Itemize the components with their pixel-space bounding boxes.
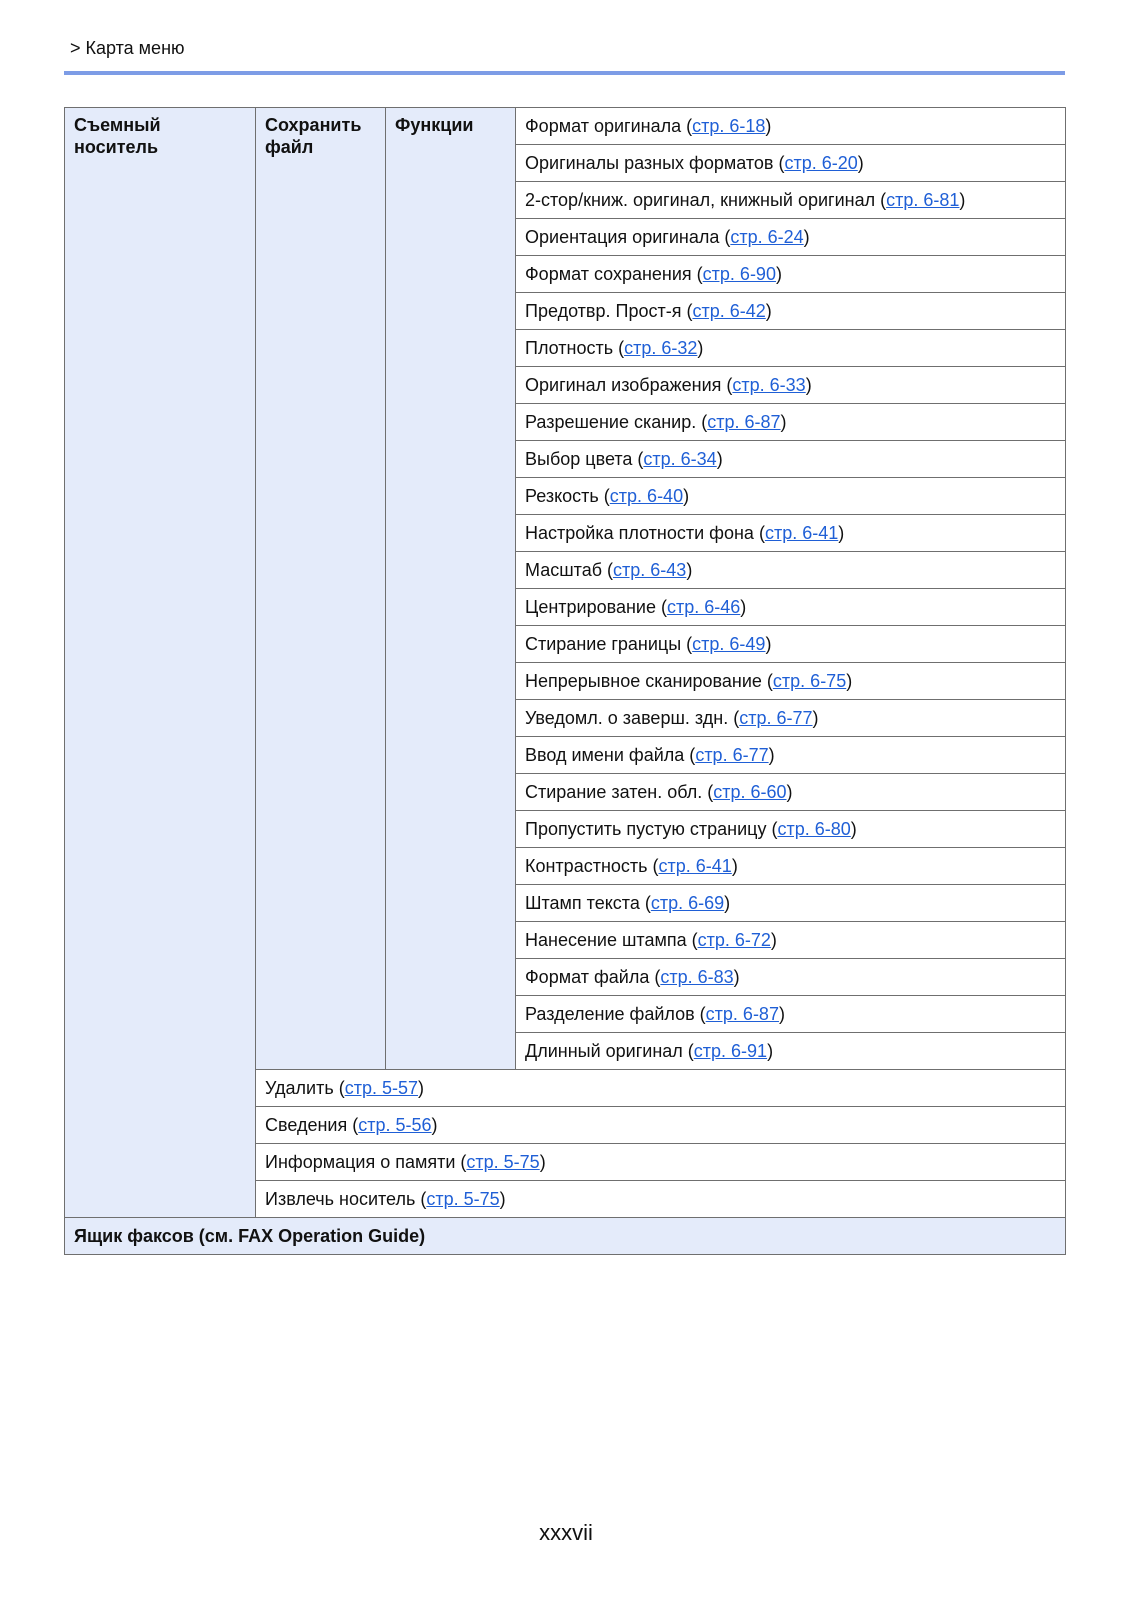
item-label: Масштаб ( bbox=[525, 560, 614, 580]
item-closing-paren: ) bbox=[686, 560, 693, 580]
item-closing-paren: ) bbox=[765, 634, 772, 654]
item-closing-paren: ) bbox=[775, 264, 782, 284]
function-item bbox=[516, 959, 1066, 996]
page-reference-link[interactable]: стр. 6-49 bbox=[692, 634, 766, 654]
function-item bbox=[516, 515, 1066, 552]
item-closing-paren: ) bbox=[846, 671, 853, 691]
function-item bbox=[516, 441, 1066, 478]
page-reference-link[interactable]: стр. 6-90 bbox=[702, 264, 776, 284]
media-item bbox=[256, 1144, 1066, 1181]
item-label: Формат оригинала ( bbox=[525, 116, 693, 136]
item-label: Пропустить пустую страницу ( bbox=[525, 819, 778, 839]
media-item bbox=[256, 1181, 1066, 1218]
page-reference-link[interactable]: стр. 6-69 bbox=[650, 893, 725, 913]
page-reference-link[interactable]: стр. 6-41 bbox=[658, 856, 732, 876]
page-reference-link[interactable]: стр. 6-87 bbox=[705, 1004, 779, 1024]
page-reference-link[interactable]: стр. 6-75 bbox=[772, 671, 847, 691]
page-reference-link[interactable]: стр. 5-56 bbox=[358, 1115, 432, 1135]
item-label: Контрастность ( bbox=[525, 856, 659, 876]
function-item bbox=[516, 330, 1066, 367]
function-item bbox=[516, 626, 1066, 663]
fax-box-row: Ящик факсов (см. FAX Operation Guide) bbox=[65, 1218, 1066, 1255]
item-closing-paren: ) bbox=[683, 486, 690, 506]
page-reference-link[interactable]: стр. 6-40 bbox=[609, 486, 684, 506]
page-reference-link[interactable]: стр. 5-75 bbox=[466, 1152, 540, 1172]
function-item bbox=[516, 293, 1066, 330]
item-closing-paren: ) bbox=[838, 523, 845, 543]
media-item bbox=[256, 1107, 1066, 1144]
item-closing-paren: ) bbox=[731, 856, 738, 876]
page-reference-link[interactable]: стр. 6-24 bbox=[730, 227, 804, 247]
save-file-header: Сохранить файл bbox=[256, 108, 386, 1070]
function-item bbox=[516, 663, 1066, 700]
item-closing-paren: ) bbox=[812, 708, 819, 728]
function-item bbox=[516, 811, 1066, 848]
breadcrumb: > Карта меню bbox=[70, 38, 185, 58]
page-number: xxxvii bbox=[539, 1520, 593, 1545]
function-item bbox=[516, 1033, 1066, 1070]
item-label: Формат сохранения ( bbox=[525, 264, 703, 284]
item-closing-paren: ) bbox=[768, 745, 775, 765]
page-reference-link[interactable]: стр. 6-34 bbox=[643, 449, 717, 469]
table-row bbox=[65, 1218, 1066, 1255]
item-label: Стирание границы ( bbox=[525, 634, 693, 654]
item-label: Предотвр. Прост-я ( bbox=[525, 301, 693, 321]
function-item bbox=[516, 145, 1066, 182]
page-reference-link[interactable]: стр. 6-81 bbox=[886, 190, 960, 210]
page-reference-link[interactable]: стр. 6-42 bbox=[692, 301, 766, 321]
table-row bbox=[65, 108, 1066, 145]
function-item bbox=[516, 256, 1066, 293]
item-label: Настройка плотности фона ( bbox=[525, 523, 765, 543]
item-label: Штамп текста ( bbox=[525, 893, 651, 913]
page-reference-link[interactable]: стр. 6-46 bbox=[666, 597, 741, 617]
item-closing-paren: ) bbox=[778, 1004, 785, 1024]
page-reference-link[interactable]: стр. 6-77 bbox=[695, 745, 769, 765]
item-label: 2-стор/книж. оригинал, книжный оригинал ( bbox=[525, 190, 887, 210]
item-label: Центрирование ( bbox=[525, 597, 667, 617]
item-label: Извлечь носитель ( bbox=[265, 1189, 427, 1209]
page-reference-link[interactable]: стр. 6-91 bbox=[693, 1041, 768, 1061]
item-closing-paren: ) bbox=[499, 1189, 506, 1209]
item-label: Разделение файлов ( bbox=[525, 1004, 706, 1024]
item-closing-paren: ) bbox=[716, 449, 723, 469]
function-item bbox=[516, 996, 1066, 1033]
menu-map-table bbox=[64, 107, 1066, 1255]
page-reference-link[interactable]: стр. 6-20 bbox=[784, 153, 858, 173]
function-item bbox=[516, 367, 1066, 404]
item-closing-paren: ) bbox=[805, 375, 812, 395]
item-label: Резкость ( bbox=[525, 486, 610, 506]
item-closing-paren: ) bbox=[857, 153, 864, 173]
function-item bbox=[516, 589, 1066, 626]
menu-table-body bbox=[65, 108, 1066, 1255]
item-label: Разрешение сканир. ( bbox=[525, 412, 708, 432]
function-item bbox=[516, 885, 1066, 922]
item-label: Ориентация оригинала ( bbox=[525, 227, 731, 247]
item-closing-paren: ) bbox=[697, 338, 704, 358]
page-reference-link[interactable]: стр. 6-18 bbox=[692, 116, 766, 136]
function-item bbox=[516, 404, 1066, 441]
page-reference-link[interactable]: стр. 6-87 bbox=[707, 412, 781, 432]
page-reference-link[interactable]: стр. 6-33 bbox=[732, 375, 806, 395]
item-label: Удалить ( bbox=[265, 1078, 345, 1098]
page-reference-link[interactable]: стр. 6-83 bbox=[660, 967, 734, 987]
item-closing-paren: ) bbox=[770, 930, 777, 950]
item-closing-paren: ) bbox=[765, 116, 772, 136]
function-item bbox=[516, 774, 1066, 811]
item-label: Оригиналы разных форматов ( bbox=[525, 153, 785, 173]
item-closing-paren: ) bbox=[733, 967, 740, 987]
item-label: Плотность ( bbox=[525, 338, 625, 358]
item-closing-paren: ) bbox=[765, 301, 772, 321]
item-closing-paren: ) bbox=[431, 1115, 438, 1135]
page-reference-link[interactable]: стр. 6-72 bbox=[697, 930, 771, 950]
item-label: Сведения ( bbox=[265, 1115, 359, 1135]
page-reference-link[interactable]: стр. 6-80 bbox=[777, 819, 851, 839]
item-label: Оригинал изображения ( bbox=[525, 375, 733, 395]
item-closing-paren: ) bbox=[959, 190, 966, 210]
page-reference-link[interactable]: стр. 6-60 bbox=[713, 782, 787, 802]
function-item bbox=[516, 219, 1066, 256]
item-closing-paren: ) bbox=[539, 1152, 546, 1172]
item-label: Информация о памяти ( bbox=[265, 1152, 467, 1172]
removable-media-header: Съемный носитель bbox=[65, 108, 256, 1218]
function-item bbox=[516, 108, 1066, 145]
item-label: Непрерывное сканирование ( bbox=[525, 671, 773, 691]
item-closing-paren: ) bbox=[724, 893, 731, 913]
page-reference-link[interactable]: стр. 6-41 bbox=[764, 523, 839, 543]
item-closing-paren: ) bbox=[803, 227, 810, 247]
item-label: Уведомл. о заверш. здн. ( bbox=[525, 708, 740, 728]
item-label: Ввод имени файла ( bbox=[525, 745, 696, 765]
header-divider bbox=[64, 71, 1065, 75]
item-label: Стирание затен. обл. ( bbox=[525, 782, 714, 802]
page-reference-link[interactable]: стр. 5-75 bbox=[426, 1189, 500, 1209]
item-closing-paren: ) bbox=[767, 1041, 774, 1061]
page-reference-link[interactable]: стр. 6-77 bbox=[739, 708, 813, 728]
item-label: Формат файла ( bbox=[525, 967, 661, 987]
item-closing-paren: ) bbox=[740, 597, 747, 617]
function-item bbox=[516, 182, 1066, 219]
item-closing-paren: ) bbox=[780, 412, 787, 432]
item-closing-paren: ) bbox=[418, 1078, 425, 1098]
page-reference-link[interactable]: стр. 6-32 bbox=[624, 338, 698, 358]
page-reference-link[interactable]: стр. 6-43 bbox=[613, 560, 687, 580]
item-closing-paren: ) bbox=[786, 782, 793, 802]
media-item bbox=[256, 1070, 1066, 1107]
function-item bbox=[516, 848, 1066, 885]
page-reference-link[interactable]: стр. 5-57 bbox=[344, 1078, 419, 1098]
function-item bbox=[516, 922, 1066, 959]
item-closing-paren: ) bbox=[850, 819, 857, 839]
function-item bbox=[516, 552, 1066, 589]
function-item bbox=[516, 700, 1066, 737]
item-label: Нанесение штампа ( bbox=[525, 930, 698, 950]
functions-header: Функции bbox=[386, 108, 516, 1070]
item-label: Выбор цвета ( bbox=[525, 449, 644, 469]
function-item bbox=[516, 737, 1066, 774]
item-label: Длинный оригинал ( bbox=[525, 1041, 694, 1061]
function-item bbox=[516, 478, 1066, 515]
